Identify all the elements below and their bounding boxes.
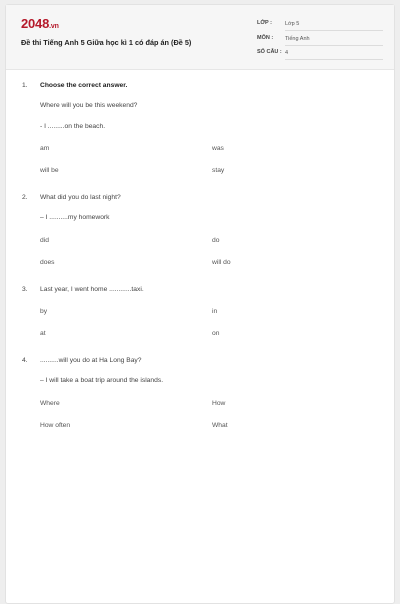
question-text: Where will you be this weekend?: [40, 102, 138, 109]
meta-class: [257, 18, 383, 32]
meta-count-label: SỐ CÂU :: [257, 49, 282, 55]
logo-main: 2048: [21, 16, 50, 31]
answer-option-c[interactable]: does: [40, 259, 55, 266]
answer-option-a[interactable]: am: [40, 145, 50, 152]
site-logo[interactable]: [21, 16, 59, 31]
answer-option-a[interactable]: by: [40, 308, 48, 315]
meta-count: [257, 47, 383, 61]
meta-count-value: 4: [285, 47, 383, 60]
answer-option-b[interactable]: in: [212, 308, 218, 315]
answer-option-d[interactable]: on: [212, 330, 220, 337]
exam-sheet: [5, 4, 395, 604]
exam-header: [6, 5, 394, 70]
question-text: Last year, I went home ............taxi.: [40, 286, 144, 293]
meta-subject-label: MÔN :: [257, 35, 274, 41]
question-number: 3.: [22, 286, 28, 293]
answer-option-c[interactable]: at: [40, 330, 46, 337]
question-instruction: Choose the correct answer.: [40, 82, 128, 89]
answer-option-a[interactable]: did: [40, 237, 49, 244]
question-number: 4.: [22, 357, 28, 364]
question-number: 2.: [22, 194, 28, 201]
answer-option-b[interactable]: was: [212, 145, 224, 152]
page-title: Đề thi Tiếng Anh 5 Giữa học kì 1 có đáp án (Đề 5): [21, 38, 192, 47]
meta-class-value: Lớp 5: [285, 18, 383, 31]
meta-subject: [257, 33, 383, 47]
question-number: 1.: [22, 82, 28, 89]
logo-suffix: .vn: [49, 23, 59, 30]
question-text: – I ..........my homework: [40, 214, 110, 221]
answer-option-a[interactable]: Where: [40, 400, 60, 407]
answer-option-c[interactable]: will be: [40, 167, 59, 174]
question-text: – I will take a boat trip around the islands.: [40, 377, 164, 384]
question-text: - I .........on the beach.: [40, 123, 106, 130]
meta-class-label: LỚP :: [257, 20, 272, 26]
answer-option-d[interactable]: What: [212, 422, 228, 429]
meta-subject-value: Tiếng Anh: [285, 33, 383, 46]
answer-option-d[interactable]: will do: [212, 259, 231, 266]
answer-option-c[interactable]: How often: [40, 422, 71, 429]
answer-option-b[interactable]: How: [212, 400, 226, 407]
question-text: What did you do last night?: [40, 194, 121, 201]
answer-option-b[interactable]: do: [212, 237, 220, 244]
answer-option-d[interactable]: stay: [212, 167, 225, 174]
question-text: ..........will you do at Ha Long Bay?: [40, 357, 142, 364]
